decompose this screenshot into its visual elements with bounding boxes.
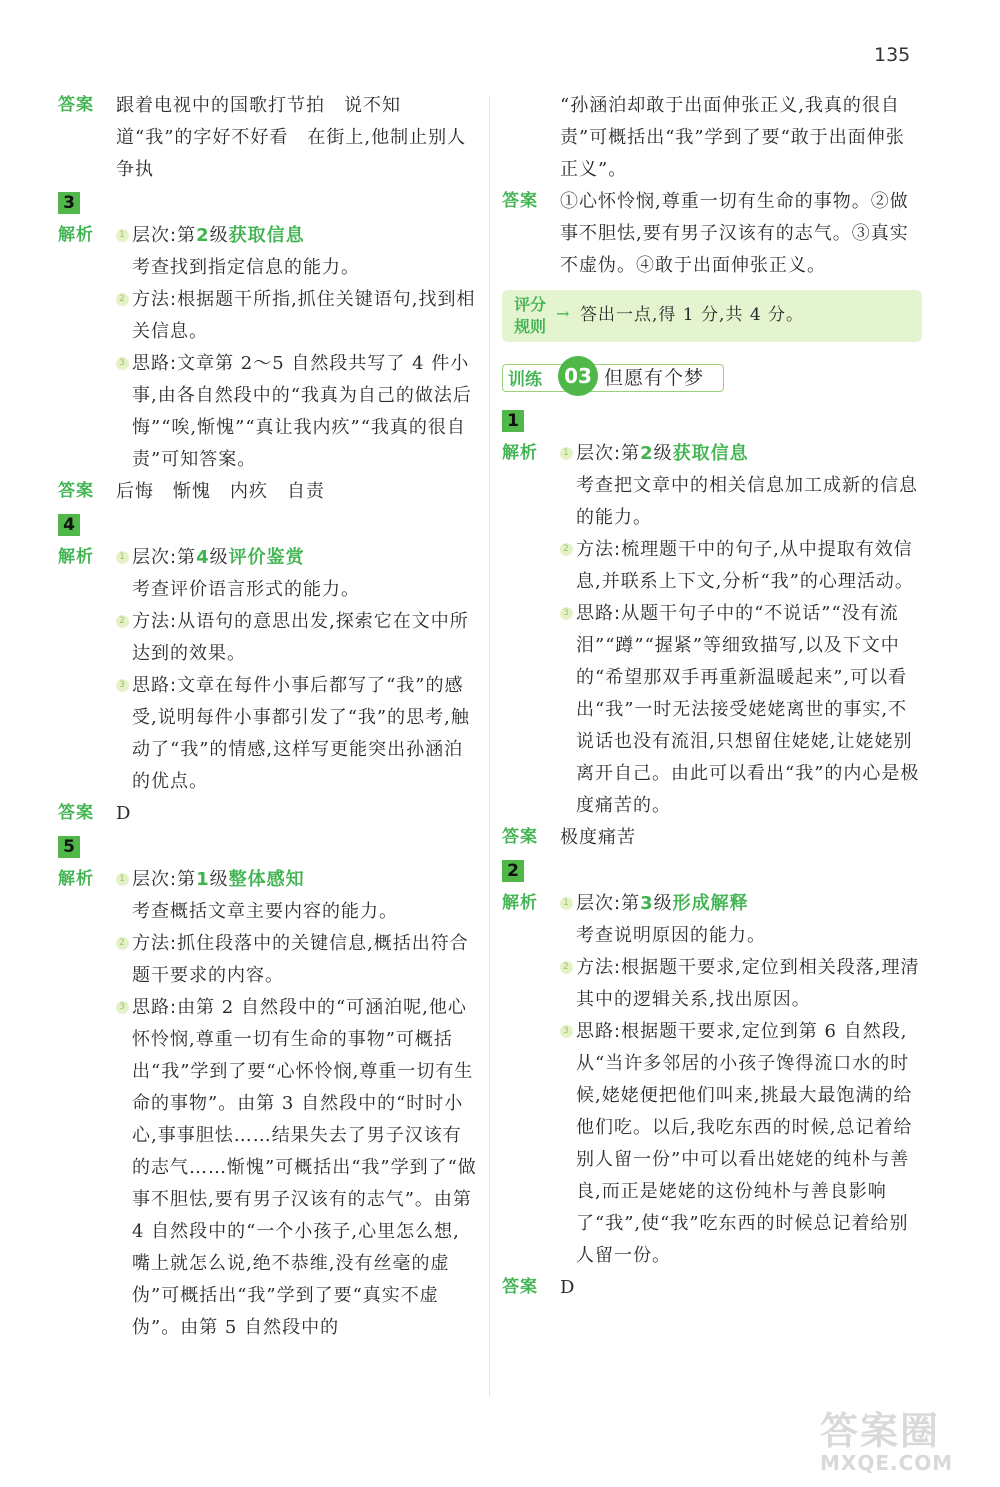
level-item: 1 层次:第3级形成解释 考查说明原因的能力。 (560, 888, 922, 952)
method-item: 2 方法:抓住段落中的关键信息,概括出符合题干要求的内容。 (116, 928, 478, 992)
answer-label: 答案 (58, 95, 94, 115)
question-number-2: 2 (502, 860, 524, 882)
question-number-4: 4 (58, 514, 80, 536)
level-name: 整体感知 (228, 869, 305, 890)
bullet-1-icon: 1 (560, 897, 573, 910)
answer-text: ①心怀怜悯,尊重一切有生命的事物。②做事不胆怯,要有男子汉该有的志气。③真实不虚伪。④敢于出面伸张正义。 (560, 191, 909, 276)
scoring-rule-text: 答出一点,得 1 分,共 4 分。 (580, 305, 805, 325)
method-text: 从语句的意思出发,探索它在文中所达到的效果。 (132, 611, 469, 664)
bullet-1-icon: 1 (116, 873, 129, 886)
watermark-logo-text: 答案圈 (820, 1409, 941, 1453)
level-item: 1 层次:第2级获取信息 考查找到指定信息的能力。 (116, 220, 478, 284)
q2-analysis-block (502, 888, 922, 1272)
training-label: 训练 (508, 370, 542, 390)
answer-label: 答案 (502, 191, 538, 211)
level-item: 1 层次:第4级评价鉴赏 考查评价语言形式的能力。 (116, 542, 478, 606)
idea-text-continued: “孙涵泊却敢于出面伸张正义,我真的很自责”可概括出“我”学到了要“敢于出面伸张正义”。 (560, 95, 905, 180)
idea-text: 从题干句子中的“不说话”“没有流泪”“蹲”“握紧”等细致描写,以及下文中的“希望那双手再重新温暖起来”,可以看出“我”一时无法接受姥姥离世的事实,不说话也没有流泪,只想留住姥姥,让姥姥别离开自己。由此可以看出“我”的内心是极度痛苦的。 (576, 603, 920, 816)
method-item: 2 方法:梳理题干中的句子,从中提取有效信息,并联系上下文,分析“我”的心理活动。 (560, 534, 922, 598)
answer-text: D (116, 803, 132, 824)
question-number-3: 3 (58, 192, 80, 214)
scoring-rule-label: 评分 规则 (513, 295, 546, 336)
idea-item: 3 思路:根据题干要求,定位到第 6 自然段,从“当许多邻居的小孩子馋得流口水的时候,姥姥便把他们叫来,挑最大最饱满的给他们吃。以后,我吃东西的时候,总记着给别人留一份”中可以看出姥姥的纯朴与善良,而正是姥姥的这份纯朴与善良影响了“我”,使“我”吃东西的时候总记着给别人留一份。 (560, 1016, 922, 1272)
q5-analysis-block (58, 864, 478, 1344)
level-desc: 考查把文章中的相关信息加工成新的信息的能力。 (576, 475, 918, 528)
idea-item: 3 思路:文章在每件小事后都写了“我”的感受,说明每件小事都引发了“我”的思考,触动了“我”的情感,这样写更能突出孙涵泊的优点。 (116, 670, 478, 798)
q1-analysis-block (502, 438, 922, 822)
q4-answer-block (58, 798, 478, 830)
answer-text: 极度痛苦 (560, 827, 636, 848)
right-column (502, 90, 922, 1304)
idea-text: 由第 2 自然段中的“可涵泊呢,他心怀怜悯,尊重一切有生命的事物”可概括出“我”学到了要“心怀怜悯,尊重一切有生命的事物”。由第 3 自然段中的“时时小心,事事胆怯……结果失去了男子汉该有的志气……惭愧”可概括出“我”学到了“做事不胆怯,要有男子汉该有的志气”。由第4 自然段中的“一个小孩子,心里怎么想,嘴上就怎么说,绝不恭维,没有丝毫的虚伪”可概括出“我”学到了要“真实不虚伪”。由第 5 自然段中的 (132, 997, 477, 1338)
q2-answer-block (58, 90, 478, 186)
idea-item: 3 思路:文章第 2～5 自然段共写了 4 件小事,由各自然段中的“我真为自己的做法后悔”“唉,惭愧”“真让我内疚”“我真的很自责”可知答案。 (116, 348, 478, 476)
question-number-1: 1 (502, 410, 524, 432)
scoring-rule-box (502, 290, 922, 342)
question-number-5: 5 (58, 836, 80, 858)
method-item: 2 方法:根据题干要求,定位到相关段落,理清其中的逻辑关系,找出原因。 (560, 952, 922, 1016)
answer-label: 答案 (58, 481, 94, 501)
answer-text: D (560, 1277, 576, 1298)
answer-label: 答案 (58, 803, 94, 823)
bullet-1-icon: 1 (116, 551, 129, 564)
idea-text: 根据题干要求,定位到第 6 自然段,从“当许多邻居的小孩子馋得流口水的时候,姥姥便把他们叫来,挑最大最饱满的给他们吃。以后,我吃东西的时候,总记着给别人留一份”中可以看出姥姥的纯朴与善良,而正是姥姥的这份纯朴与善良影响了“我”,使“我”吃东西的时候总记着给别人留一份。 (576, 1021, 913, 1266)
answer-text: 后悔 惭愧 内疚 自责 (116, 481, 325, 502)
arrow-right-icon: → (556, 304, 570, 323)
bullet-3-icon: 3 (116, 357, 129, 370)
analysis-label: 解析 (58, 225, 94, 245)
level-name: 形成解释 (672, 893, 749, 914)
bullet-2-icon: 2 (116, 615, 129, 628)
method-text: 根据题干要求,定位到相关段落,理清其中的逻辑关系,找出原因。 (576, 957, 920, 1010)
column-divider (489, 96, 490, 1396)
bullet-1-icon: 1 (560, 447, 573, 460)
analysis-label: 解析 (502, 893, 538, 913)
method-item: 2 方法:从语句的意思出发,探索它在文中所达到的效果。 (116, 606, 478, 670)
level-item: 1 层次:第1级整体感知 考查概括文章主要内容的能力。 (116, 864, 478, 928)
answer-text: 跟着电视中的国歌打节拍 说不知道“我”的字好不好看 在街上,他制止别人争执 (116, 95, 467, 180)
training-title: 但愿有个梦 (604, 367, 705, 389)
bullet-3-icon: 3 (116, 1001, 129, 1014)
q5-continued-block (502, 90, 922, 186)
level-item: 1 层次:第2级获取信息 考查把文章中的相关信息加工成新的信息的能力。 (560, 438, 922, 534)
idea-item: 3 思路:由第 2 自然段中的“可涵泊呢,他心怀怜悯,尊重一切有生命的事物”可概括出“我”学到了要“心怀怜悯,尊重一切有生命的事物”。由第 3 自然段中的“时时小心,事事胆怯……结果失去了男子汉该有的志气……惭愧”可概括出“我”学到了“做事不胆怯,要有男子汉该有的志气”。由第4 自然段中的“一个小孩子,心里怎么想,嘴上就怎么说,绝不恭维,没有丝毫的虚伪”可概括出“我”学到了要“真实不虚伪”。由第 5 自然段中的 (116, 992, 478, 1344)
bullet-3-icon: 3 (560, 1025, 573, 1038)
analysis-label: 解析 (502, 443, 538, 463)
left-column (58, 90, 478, 1344)
answer-label: 答案 (502, 1277, 538, 1297)
q3-analysis-block (58, 220, 478, 476)
idea-text: 文章第 2～5 自然段共写了 4 件小事,由各自然段中的“我真为自己的做法后悔”“唉,惭愧”“真让我内疚”“我真的很自责”可知答案。 (132, 353, 472, 470)
training-header (502, 356, 922, 398)
bullet-2-icon: 2 (560, 961, 573, 974)
level-name: 评价鉴赏 (228, 547, 305, 568)
q1-answer-block (502, 822, 922, 854)
level-desc: 考查评价语言形式的能力。 (132, 579, 360, 600)
level-name: 获取信息 (672, 443, 749, 464)
level-desc: 考查找到指定信息的能力。 (132, 257, 360, 278)
page-number: 135 (874, 44, 911, 66)
bullet-3-icon: 3 (116, 679, 129, 692)
level-name: 获取信息 (228, 225, 305, 246)
method-text: 梳理题干中的句子,从中提取有效信息,并联系上下文,分析“我”的心理活动。 (576, 539, 914, 592)
bullet-1-icon: 1 (116, 229, 129, 242)
training-number-badge: 03 (558, 356, 598, 396)
watermark (820, 1400, 953, 1475)
level-desc: 考查说明原因的能力。 (576, 925, 766, 946)
bullet-3-icon: 3 (560, 607, 573, 620)
bullet-2-icon: 2 (560, 543, 573, 556)
q2-answer-block (502, 1272, 922, 1304)
level-desc: 考查概括文章主要内容的能力。 (132, 901, 398, 922)
answer-label: 答案 (502, 827, 538, 847)
bullet-2-icon: 2 (116, 937, 129, 950)
q5-answer-block (502, 186, 922, 282)
method-text: 根据题干所指,抓住关键语句,找到相关信息。 (132, 289, 476, 342)
analysis-label: 解析 (58, 869, 94, 889)
idea-text: 文章在每件小事后都写了“我”的感受,说明每件小事都引发了“我”的思考,触动了“我”的情感,这样写更能突出孙涵泊的优点。 (132, 675, 470, 792)
analysis-label: 解析 (58, 547, 94, 567)
watermark-url: MXQE.COM (820, 1451, 954, 1475)
bullet-2-icon: 2 (116, 293, 129, 306)
idea-item: 3 思路:从题干句子中的“不说话”“没有流泪”“蹲”“握紧”等细致描写,以及下文中的“希望那双手再重新温暖起来”,可以看出“我”一时无法接受姥姥离世的事实,不说话也没有流泪,只想留住姥姥,让姥姥别离开自己。由此可以看出“我”的内心是极度痛苦的。 (560, 598, 922, 822)
method-item: 2 方法:根据题干所指,抓住关键语句,找到相关信息。 (116, 284, 478, 348)
method-text: 抓住段落中的关键信息,概括出符合题干要求的内容。 (132, 933, 469, 986)
q3-answer-block (58, 476, 478, 508)
q4-analysis-block (58, 542, 478, 798)
